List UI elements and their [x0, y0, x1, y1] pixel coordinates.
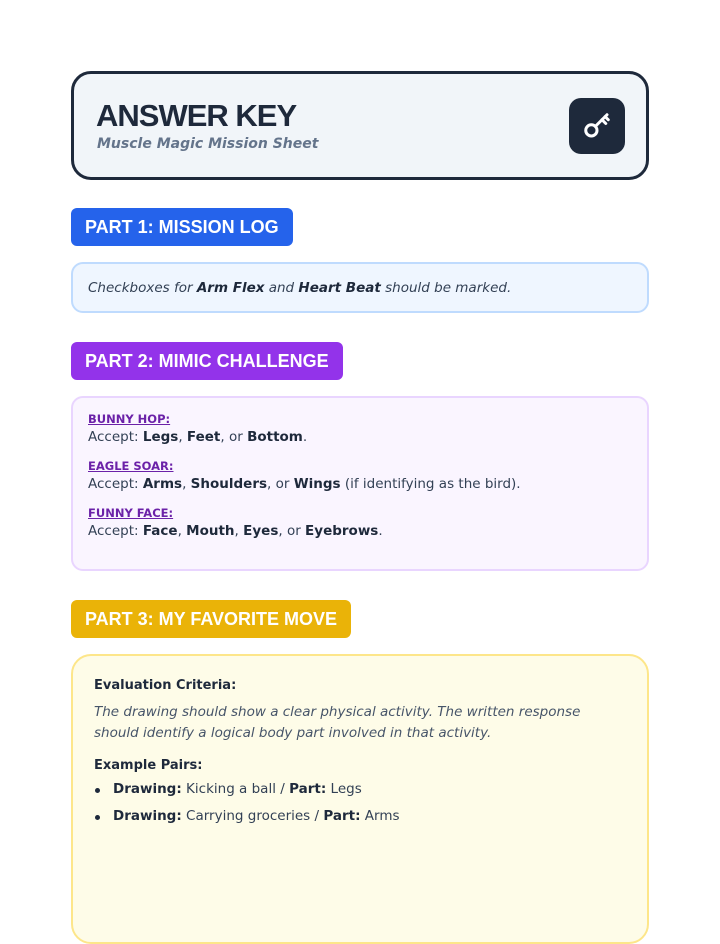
part3-label: PART 3: MY FAVORITE MOVE: [71, 600, 351, 638]
page-title: ANSWER KEY: [96, 98, 297, 133]
answer-term: Mouth: [186, 523, 235, 539]
mimic-answer: [88, 523, 632, 539]
answer-suffix: .: [302, 429, 308, 445]
mimic-name: BUNNY HOP:: [88, 412, 171, 426]
answer-prefix: Accept:: [88, 476, 143, 492]
answer-sep: ,: [234, 523, 244, 539]
answer-sep: , or: [220, 429, 248, 445]
answer-term: Legs: [142, 429, 179, 445]
answer-prefix: Accept:: [88, 429, 143, 445]
part1-bold-b: Heart Beat: [298, 279, 381, 296]
part1-text-c: should be marked.: [380, 279, 512, 296]
answer-term: Arms: [142, 476, 183, 492]
mimic-item: [88, 506, 632, 539]
answer-term: Eyebrows: [305, 523, 379, 539]
part2-label: PART 2: MIMIC CHALLENGE: [71, 342, 343, 380]
list-item: [94, 808, 626, 824]
drawing-value: Carrying groceries /: [181, 808, 324, 824]
part1-label: PART 1: MISSION LOG: [71, 208, 293, 246]
answer-sep: , or: [278, 523, 306, 539]
criteria-text: The drawing should show a clear physical activity. The written response should identify a logical body part involved in that activity.: [94, 704, 581, 741]
mimic-challenge-box: [71, 396, 649, 571]
key-icon: [582, 111, 612, 141]
list-item: [94, 781, 626, 797]
answer-prefix: Accept:: [88, 523, 143, 539]
answer-term: Wings: [293, 476, 341, 492]
part1-text-a: Checkboxes for: [88, 279, 197, 296]
answer-term: Bottom: [247, 429, 303, 445]
answer-suffix: (if identifying as the bird).: [340, 476, 521, 492]
mimic-answer: [88, 476, 632, 492]
mission-log-box: [71, 262, 649, 313]
part-label: Part:: [289, 781, 327, 797]
answer-suffix: .: [378, 523, 383, 539]
mimic-item: [88, 459, 632, 492]
part-value: Arms: [360, 808, 400, 824]
favorite-move-box: [71, 654, 649, 944]
answer-sep: ,: [178, 429, 187, 445]
answer-term: Feet: [186, 429, 221, 445]
criteria-heading: Evaluation Criteria:: [94, 678, 237, 693]
part1-text-b: and: [264, 279, 299, 296]
part-label: Part:: [323, 808, 361, 824]
header-card: [71, 71, 649, 180]
answer-sep: ,: [177, 523, 187, 539]
answer-term: Face: [142, 523, 178, 539]
part1-bold-a: Arm Flex: [196, 279, 265, 296]
mimic-answer: [88, 429, 632, 445]
answer-term: Shoulders: [190, 476, 268, 492]
mimic-name: FUNNY FACE:: [88, 506, 174, 520]
part-value: Legs: [326, 781, 362, 797]
answer-term: Eyes: [243, 523, 279, 539]
answer-sep: ,: [182, 476, 191, 492]
drawing-value: Kicking a ball /: [181, 781, 290, 797]
drawing-label: Drawing:: [113, 808, 182, 824]
pairs-heading: Example Pairs:: [94, 758, 203, 773]
mimic-item: [88, 412, 632, 445]
page-subtitle: Muscle Magic Mission Sheet: [97, 136, 319, 152]
drawing-label: Drawing:: [113, 781, 182, 797]
key-badge: [569, 98, 625, 154]
answer-sep: , or: [267, 476, 294, 492]
mimic-name: EAGLE SOAR:: [88, 459, 174, 473]
